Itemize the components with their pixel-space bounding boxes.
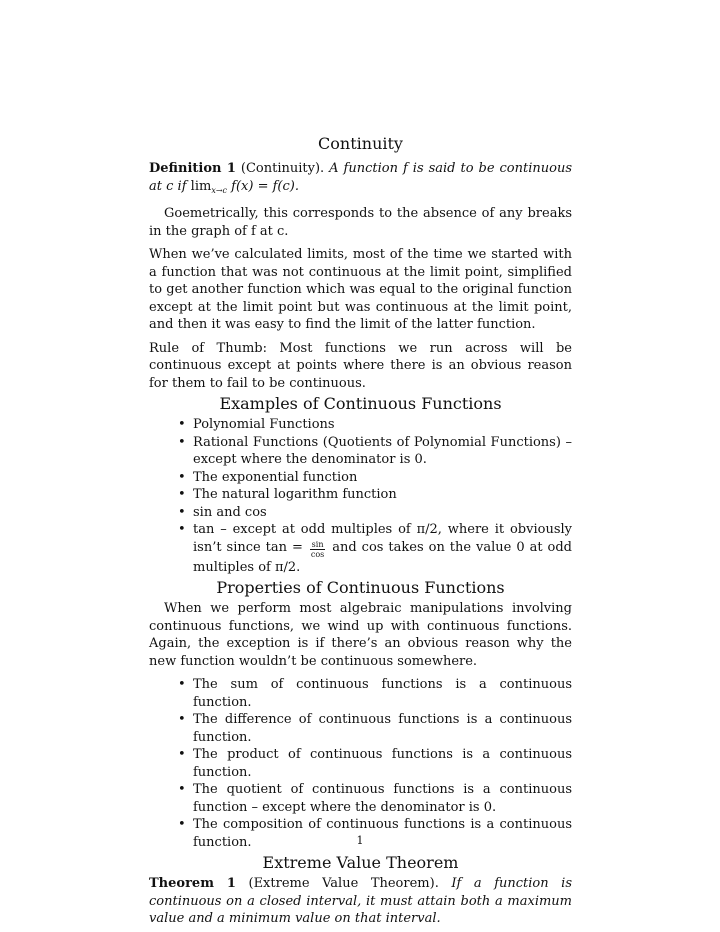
fraction-numerator: sin bbox=[311, 539, 324, 549]
theorem-block bbox=[149, 875, 572, 928]
section-heading-properties: Properties of Continuous Functions bbox=[216, 578, 505, 597]
examples-list bbox=[149, 416, 572, 576]
definition-block bbox=[149, 160, 572, 199]
page-title: Continuity bbox=[318, 134, 403, 153]
properties-intro: When we perform most algebraic manipulations involving continuous functions, we wind up with continuous functions. Again, the exception is if there’s an obvious reason why the new function wouldn’t be continuous somewhere. bbox=[149, 601, 572, 669]
list-item-text: Polynomial Functions bbox=[193, 417, 335, 432]
bullet-icon: • bbox=[178, 487, 186, 502]
tan-text-part2: and cos takes on the value 0 at odd multiples of π/2. bbox=[193, 539, 572, 575]
section-heading-extreme-value: Extreme Value Theorem bbox=[262, 853, 459, 872]
limit-operator: lim bbox=[190, 178, 212, 194]
list-item bbox=[178, 711, 572, 746]
definition-text-c: if bbox=[177, 178, 187, 194]
list-item-text: Rational Functions (Quotients of Polynomial Functions) – except where the denominator is 0. bbox=[193, 434, 572, 467]
list-item bbox=[178, 676, 572, 711]
list-item bbox=[178, 486, 572, 504]
definition-var-f: f bbox=[402, 161, 408, 176]
list-item-text: The exponential function bbox=[193, 469, 358, 485]
definition-text-a: A function bbox=[329, 161, 398, 176]
list-item bbox=[178, 781, 572, 816]
list-item-text: sin and cos bbox=[193, 504, 267, 520]
list-item-tan bbox=[178, 521, 572, 576]
bullet-icon: • bbox=[178, 712, 186, 727]
bullet-icon: • bbox=[178, 782, 186, 797]
list-item-text: The composition of continuous functions is a continuous function. bbox=[193, 817, 572, 850]
list-item bbox=[178, 434, 572, 469]
paragraph-geometric: Goemetrically, this corresponds to the absence of any breaks in the graph of f at c. bbox=[149, 206, 572, 239]
list-item bbox=[178, 504, 572, 522]
list-item-text: The quotient of continuous functions is a continuous function – except where the denominator is 0. bbox=[193, 782, 572, 815]
bullet-icon: • bbox=[178, 522, 186, 537]
tan-text-part1: tan – except at odd multiples of π/2, where it obviously isn’t since tan = bbox=[193, 522, 572, 555]
list-item-text: The sum of continuous functions is a continuous function. bbox=[193, 677, 572, 710]
paragraph-limits: When we’ve calculated limits, most of the time we started with a function that was not continuous at the limit point, simplified to get another function which was equal to the original function except at the limit point but was continuous at the limit point, and then it was easy to find the limit of the latter function. bbox=[149, 247, 572, 332]
section-heading-examples: Examples of Continuous Functions bbox=[219, 394, 502, 413]
theorem-name: (Extreme Value Theorem). bbox=[248, 876, 439, 891]
list-item bbox=[178, 416, 572, 434]
bullet-icon: • bbox=[178, 504, 186, 520]
bullet-icon: • bbox=[178, 417, 186, 432]
properties-list bbox=[149, 676, 572, 851]
bullet-icon: • bbox=[178, 677, 186, 692]
definition-name: (Continuity). bbox=[240, 161, 325, 176]
sin-over-cos-fraction bbox=[310, 540, 325, 559]
page-number: 1 bbox=[356, 834, 364, 847]
list-item bbox=[178, 469, 572, 487]
bullet-icon: • bbox=[178, 817, 186, 832]
definition-expression: f(x) = f(c). bbox=[231, 178, 299, 194]
theorem-label: Theorem 1 bbox=[149, 876, 236, 891]
theorem-statement: If a function is continuous on a closed interval, it must attain both a maximum value and a minimum value on that interval. bbox=[149, 876, 572, 926]
paragraph-rule-of-thumb: Rule of Thumb: Most functions we run across will be continuous except at points where there is an obvious reason for them to fail to be continuous. bbox=[149, 340, 572, 391]
definition-limit bbox=[191, 179, 227, 194]
page-content bbox=[149, 134, 572, 928]
definition-var-c: c bbox=[166, 178, 174, 194]
definition-label: Definition 1 bbox=[149, 161, 236, 176]
fraction-denominator: cos bbox=[310, 549, 325, 559]
bullet-icon: • bbox=[178, 469, 186, 485]
list-item-text: The product of continuous functions is a continuous function. bbox=[193, 747, 572, 780]
list-item bbox=[178, 746, 572, 781]
list-item-text: The natural logarithm function bbox=[193, 487, 397, 502]
bullet-icon: • bbox=[178, 747, 186, 762]
limit-subscript: x→c bbox=[211, 185, 228, 195]
list-item-text: The difference of continuous functions is a continuous function. bbox=[193, 712, 572, 745]
definition-text-b: is said to be continuous at bbox=[149, 161, 573, 194]
bullet-icon: • bbox=[178, 434, 186, 450]
